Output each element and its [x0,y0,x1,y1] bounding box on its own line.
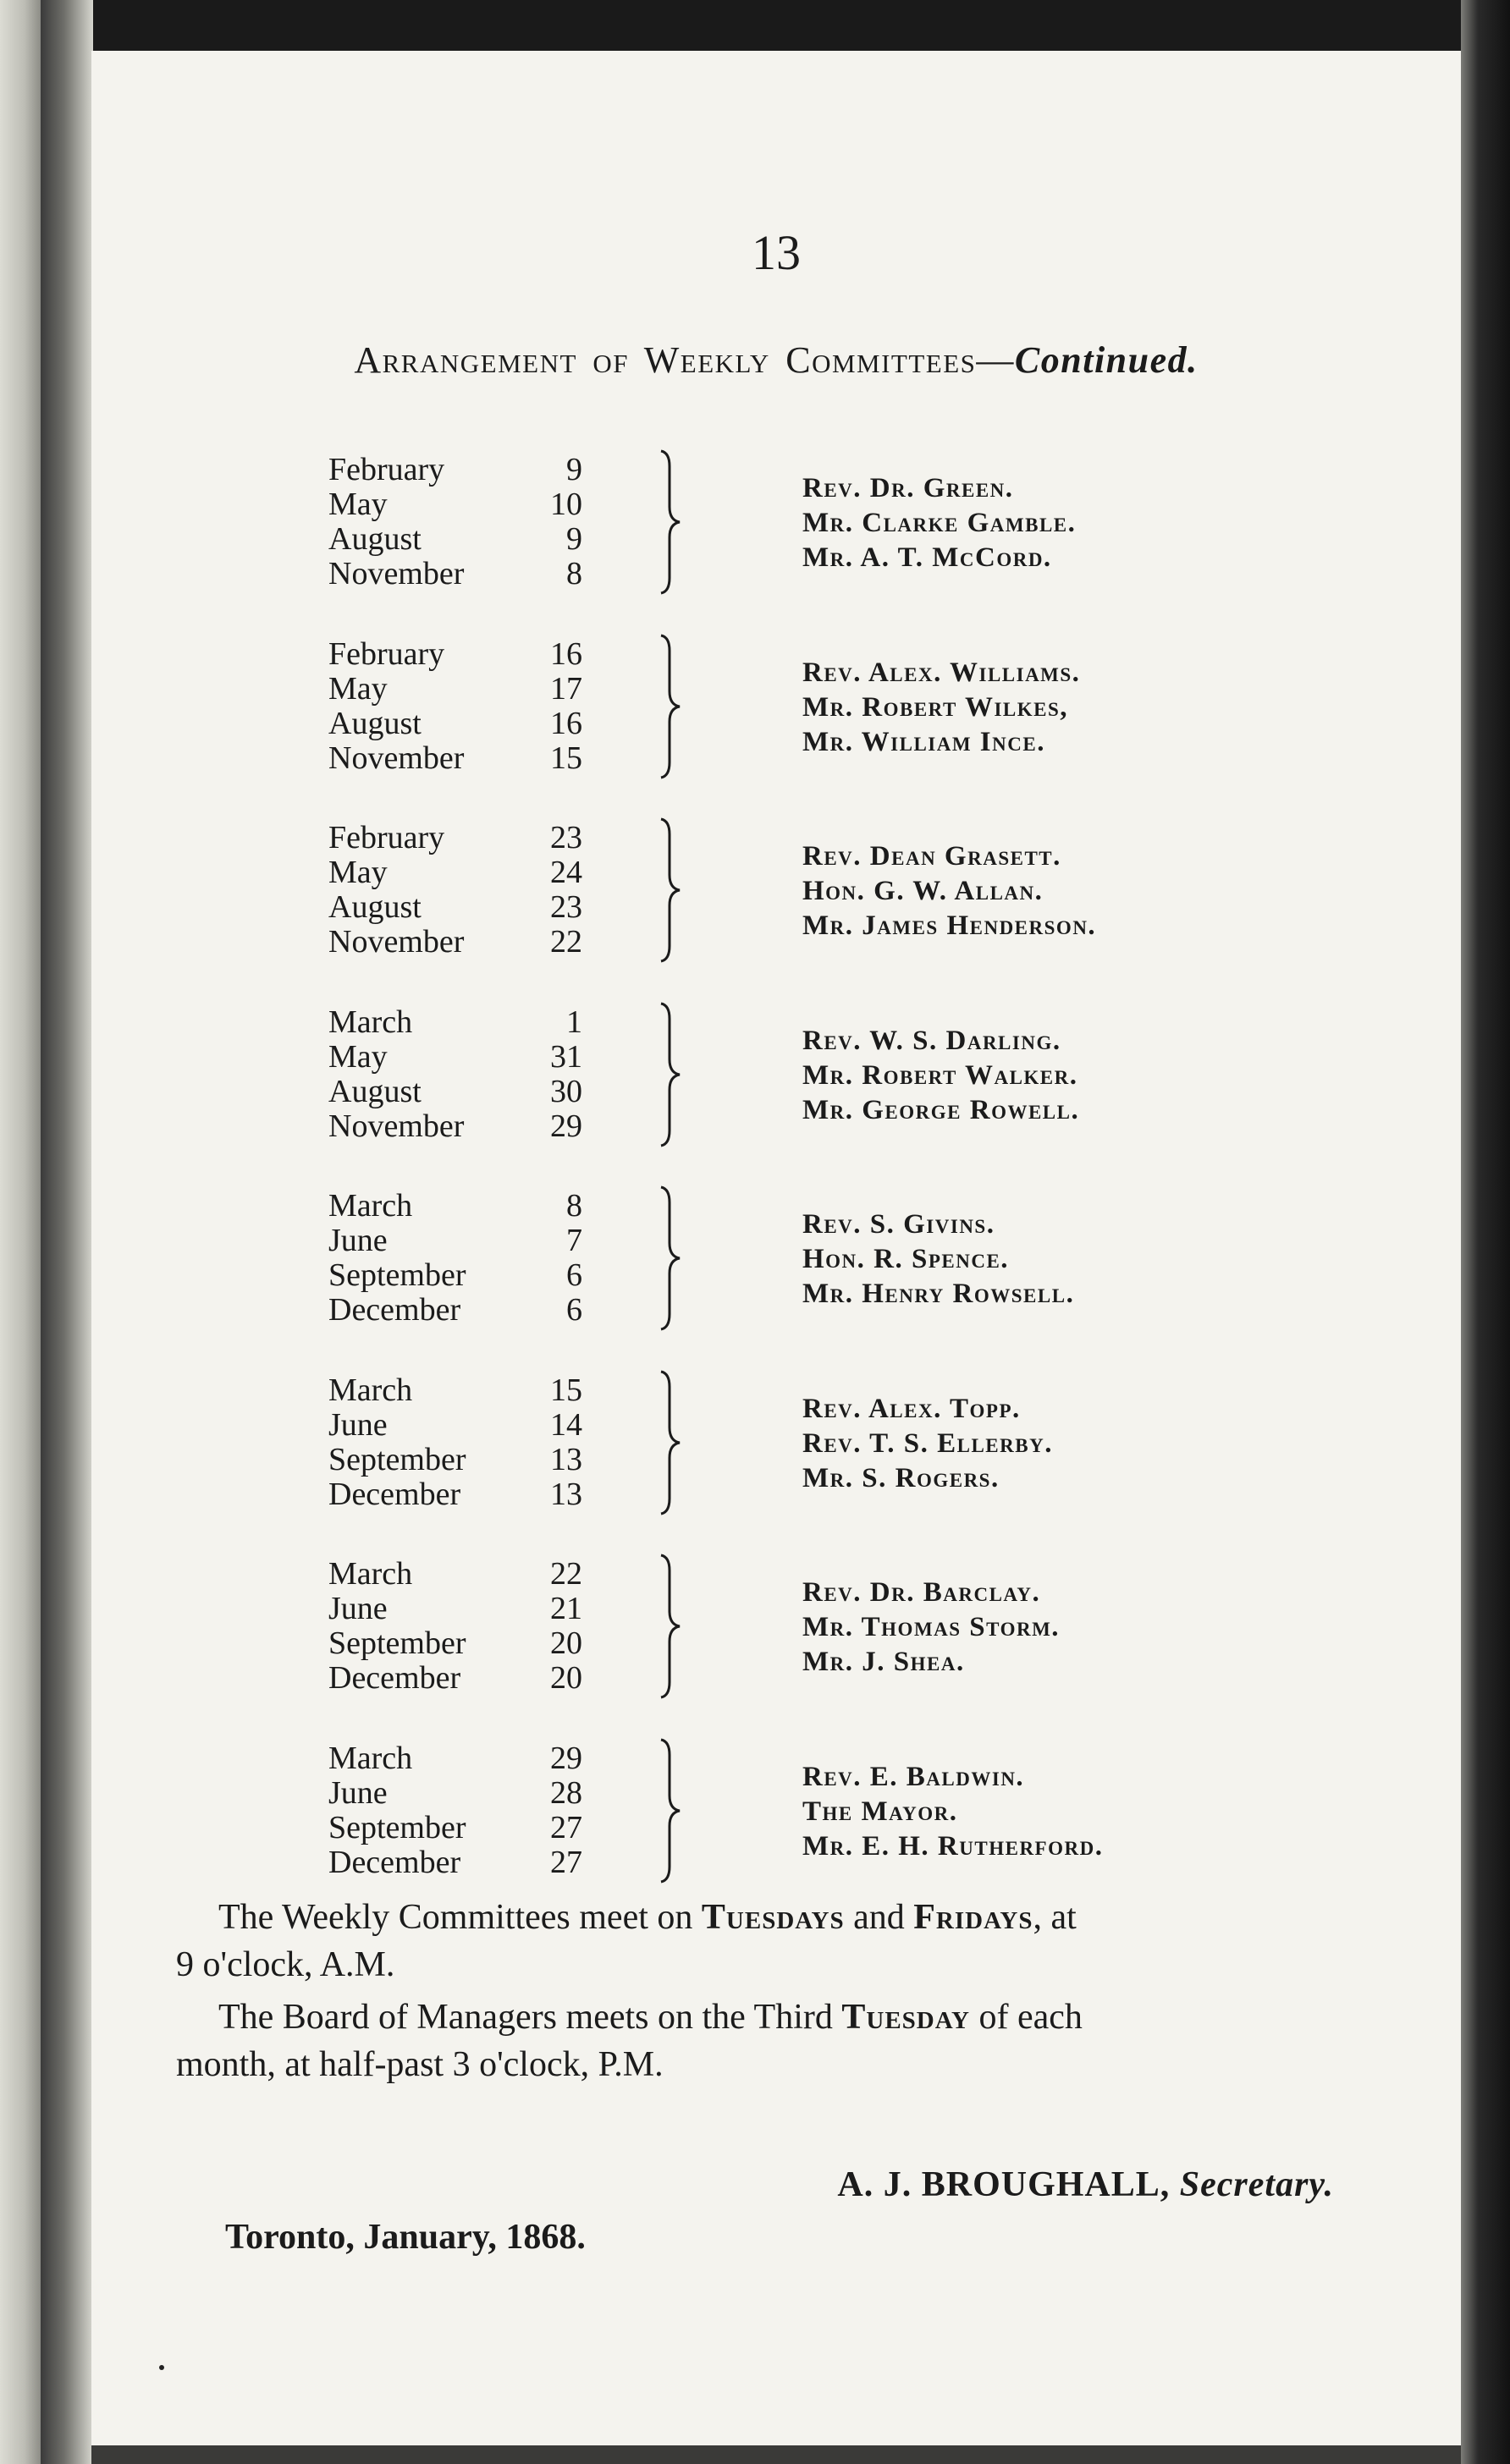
meeting-dates [328,1373,582,1512]
member-name: Rev. Alex. Williams. [802,657,1081,688]
member-name: Rev. Alex. Topp. [802,1393,1021,1424]
date-row [328,1293,582,1328]
committee-group [91,637,1461,823]
day-number: 13 [550,1441,582,1477]
notice2-text-a: The Board of Managers meets on the Third [218,1998,842,2037]
day-number: 31 [550,1038,582,1075]
month-name: March [328,1372,413,1408]
secretary-name: A. J. BROUGHALL, [837,2165,1171,2204]
member-name: Mr. George Rowell. [802,1094,1080,1125]
day-number: 29 [550,1108,582,1144]
member-name: Mr. James Henderson. [802,910,1097,941]
member-name: Mr. E. H. Rutherford. [802,1830,1104,1862]
curly-brace-icon [654,816,688,965]
committee-group [91,1189,1461,1375]
day-number: 20 [550,1625,582,1661]
date-row [328,855,582,890]
day-number: 30 [550,1073,582,1109]
day-number: 7 [566,1223,582,1258]
date-row [328,1005,582,1040]
month-name: December [328,1292,461,1328]
day-number: 27 [550,1809,582,1845]
date-row [328,1557,582,1592]
day-number: 15 [550,1372,582,1408]
member-name: Mr. J. Shea. [802,1647,965,1677]
committee-group [91,1373,1461,1559]
month-name: November [328,556,465,591]
member-name: Rev. Dean Grasett. [802,841,1061,872]
member-name: Mr. Henry Rowsell. [802,1279,1075,1309]
month-name: March [328,1004,413,1040]
day-number: 22 [550,924,582,960]
curly-brace-icon [654,1552,688,1701]
month-name: June [328,1774,388,1811]
month-name: May [328,670,388,707]
notice1-fridays: Fridays [913,1898,1033,1937]
heading-main: Arrangement of Weekly Committees— [354,339,1015,381]
month-name: May [328,487,388,522]
curly-brace-icon [654,1000,688,1149]
notice-board-of-managers [176,1994,1429,2088]
date-row [328,821,582,855]
month-name: May [328,855,388,890]
date-row [328,1741,582,1776]
date-row [328,1845,582,1880]
day-number: 23 [550,889,582,925]
curly-brace-icon [654,1736,688,1885]
member-name: Rev. S. Givins. [802,1209,995,1240]
brace-stroke [661,1740,680,1882]
member-name: Rev. W. S. Darling. [802,1025,1061,1056]
day-number: 9 [566,452,582,487]
day-number: 8 [566,556,582,591]
committee-members [802,1576,1060,1680]
month-name: May [328,1038,388,1075]
member-name: Mr. Robert Walker. [802,1059,1078,1091]
date-row [328,453,582,487]
date-row [328,557,582,591]
date-row [328,1477,582,1512]
month-name: March [328,1188,413,1224]
page-edge-right [1461,0,1510,2464]
notice2-tuesday: Tuesday [841,1998,970,2037]
date-row [328,741,582,776]
brace-stroke [661,635,680,778]
section-heading [91,338,1461,382]
member-name: Mr. S. Rogers. [802,1462,1000,1493]
month-name: September [328,1441,466,1477]
meeting-dates [328,1557,582,1696]
month-name: August [328,521,422,557]
meeting-dates [328,1741,582,1880]
page-edge-bottom [91,2445,1461,2464]
date-row [328,1626,582,1661]
month-name: December [328,1660,461,1696]
day-number: 10 [550,487,582,522]
month-name: August [328,1073,422,1109]
day-number: 15 [550,740,582,776]
member-name: Rev. T. S. Ellerby. [802,1427,1053,1459]
meeting-dates [328,453,582,591]
brace-stroke [661,1187,680,1329]
curly-brace-icon [654,1368,688,1517]
day-number: 20 [550,1660,582,1696]
day-number: 6 [566,1292,582,1328]
date-row [328,890,582,925]
print-speck [159,2365,164,2370]
date-row [328,522,582,557]
member-name: Rev. Dr. Barclay. [802,1577,1041,1608]
committee-group [91,1005,1461,1191]
day-number: 28 [550,1774,582,1811]
date-row [328,487,582,522]
day-number: 16 [550,635,582,672]
secretary-role: Secretary. [1179,2165,1334,2204]
brace-stroke [661,1004,680,1146]
date-row [328,672,582,707]
date-row [328,1776,582,1811]
date-row [328,1258,582,1293]
meeting-dates [328,637,582,776]
notice1-line2: 9 o'clock, A.M. [176,1945,395,1984]
committee-members [802,1392,1053,1496]
date-row [328,1189,582,1224]
date-row [328,707,582,741]
day-number: 6 [566,1257,582,1293]
month-name: August [328,889,422,925]
committee-group [91,1557,1461,1743]
day-number: 8 [566,1188,582,1224]
book-spine-edge [0,0,41,2464]
secretary-signature [837,2164,1334,2205]
committee-members [802,1024,1079,1128]
date-row [328,1075,582,1109]
curly-brace-icon [654,1184,688,1333]
month-name: November [328,924,465,960]
month-name: December [328,1476,461,1512]
heading-continued: Continued. [1014,339,1199,381]
month-name: June [328,1591,388,1626]
day-number: 1 [566,1004,582,1040]
committee-members [802,839,1096,943]
date-row [328,925,582,960]
member-name: Hon. G. W. Allan. [802,876,1044,906]
date-row [328,1443,582,1477]
notice1-tuesdays: Tuesdays [701,1898,845,1937]
day-number: 17 [550,670,582,707]
meeting-dates [328,1005,582,1144]
day-number: 27 [550,1844,582,1880]
day-number: 21 [550,1591,582,1626]
month-name: June [328,1406,388,1443]
member-name: Mr. Thomas Storm. [802,1612,1061,1642]
month-name: November [328,1108,465,1144]
dateline: Toronto, January, 1868. [225,2218,586,2257]
month-name: March [328,1556,413,1592]
day-number: 16 [550,705,582,741]
month-name: September [328,1809,466,1845]
month-name: March [328,1740,413,1776]
month-name: February [328,635,445,672]
date-row [328,637,582,672]
day-number: 23 [550,820,582,855]
committee-group [91,821,1461,1007]
month-name: February [328,820,445,855]
month-name: November [328,740,465,776]
curly-brace-icon [654,448,688,597]
day-number: 24 [550,855,582,890]
day-number: 29 [550,1740,582,1776]
date-row [328,1224,582,1258]
day-number: 14 [550,1406,582,1443]
page-number: 13 [752,225,801,280]
date-row [328,1408,582,1443]
month-name: June [328,1223,388,1258]
member-name: Mr. William Ince. [802,726,1045,757]
day-number: 13 [550,1476,582,1512]
date-row [328,1811,582,1845]
brace-stroke [661,1555,680,1697]
committee-members [802,1760,1103,1864]
notice1-text-c: and [844,1898,914,1937]
brace-stroke [661,451,680,593]
month-name: December [328,1844,461,1880]
notice2-line2: month, at half-past 3 o'clock, P.M. [176,2045,664,2084]
brace-stroke [661,1372,680,1514]
member-name: Mr. A. T. McCord. [802,542,1052,573]
notice1-text-e: , at [1033,1898,1077,1937]
notice-weekly-committees [176,1894,1429,1988]
member-name: Mr. Clarke Gamble. [802,508,1077,538]
meeting-dates [328,1189,582,1328]
member-name: Rev. Dr. Green. [802,473,1014,503]
committee-members [802,1207,1074,1312]
member-name: Hon. R. Spence. [802,1244,1010,1274]
month-name: September [328,1257,466,1293]
committee-group [91,453,1461,639]
month-name: September [328,1625,466,1661]
brace-stroke [661,819,680,961]
date-row [328,1109,582,1144]
notice2-text-c: of each [969,1998,1083,2037]
date-row [328,1592,582,1626]
curly-brace-icon [654,632,688,781]
committee-members [802,471,1076,575]
day-number: 9 [566,521,582,557]
committee-members [802,656,1080,760]
member-name: Rev. E. Baldwin. [802,1761,1025,1792]
document-page [91,51,1461,2445]
day-number: 22 [550,1556,582,1592]
gutter-shadow [41,0,93,2464]
date-row [328,1661,582,1696]
member-name: Mr. Robert Wilkes, [802,691,1069,723]
date-row [328,1373,582,1408]
notice1-text-a: The Weekly Committees meet on [218,1898,702,1937]
member-name: The Mayor. [802,1796,958,1827]
month-name: August [328,705,422,741]
date-row [328,1040,582,1075]
meeting-dates [328,821,582,960]
month-name: February [328,452,445,487]
